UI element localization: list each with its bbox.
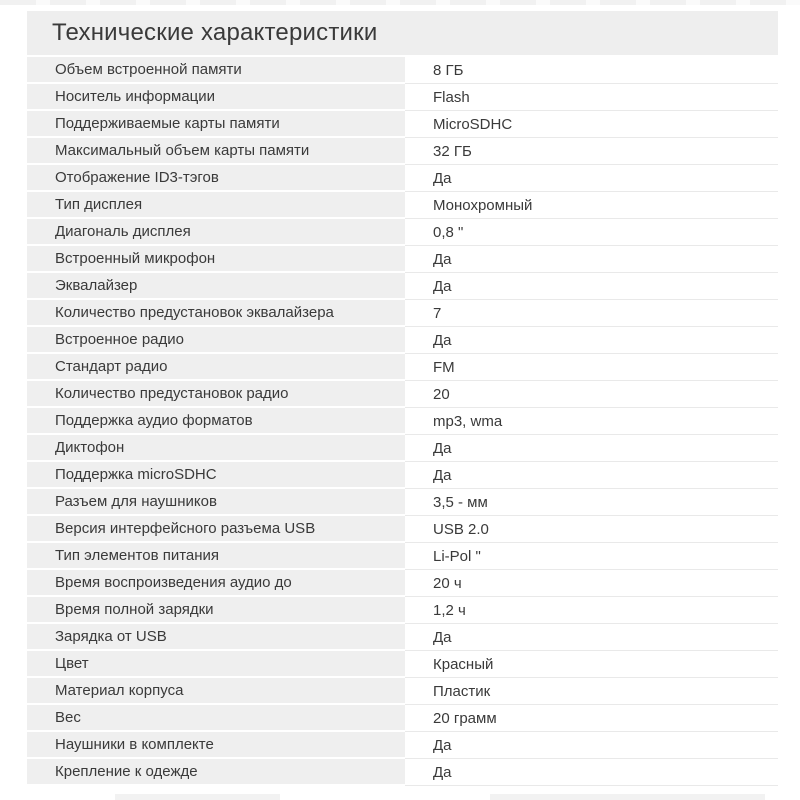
spec-value: Да (405, 435, 778, 462)
specs-title-block (27, 11, 778, 55)
spec-value: 32 ГБ (405, 138, 778, 165)
spec-row (27, 597, 778, 624)
cropped-segment (490, 794, 765, 800)
spec-value: 3,5 - мм (405, 489, 778, 516)
spec-value: Li-Pol " (405, 543, 778, 570)
spec-row (27, 165, 778, 192)
cropped-content-strip-bottom (0, 794, 800, 800)
spec-row (27, 246, 778, 273)
spec-row (27, 381, 778, 408)
spec-label: Поддерживаемые карты памяти (27, 111, 405, 138)
spec-label: Встроенный микрофон (27, 246, 405, 273)
spec-label: Версия интерфейсного разъема USB (27, 516, 405, 543)
spec-label: Время полной зарядки (27, 597, 405, 624)
spec-label: Диктофон (27, 435, 405, 462)
spec-row (27, 759, 778, 786)
spec-row (27, 273, 778, 300)
spec-label: Встроенное радио (27, 327, 405, 354)
spec-label: Эквалайзер (27, 273, 405, 300)
spec-label: Стандарт радио (27, 354, 405, 381)
spec-value: 1,2 ч (405, 597, 778, 624)
spec-value: 7 (405, 300, 778, 327)
spec-row (27, 192, 778, 219)
spec-row (27, 354, 778, 381)
spec-row (27, 732, 778, 759)
spec-row (27, 570, 778, 597)
spec-value: mp3, wma (405, 408, 778, 435)
spec-row (27, 327, 778, 354)
spec-row (27, 111, 778, 138)
spec-value: Монохромный (405, 192, 778, 219)
spec-label: Максимальный объем карты памяти (27, 138, 405, 165)
spec-row (27, 462, 778, 489)
spec-label: Поддержка аудио форматов (27, 408, 405, 435)
spec-row (27, 489, 778, 516)
spec-value: 0,8 " (405, 219, 778, 246)
spec-label: Количество предустановок радио (27, 381, 405, 408)
spec-label: Разъем для наушников (27, 489, 405, 516)
spec-value: Да (405, 624, 778, 651)
spec-row (27, 435, 778, 462)
cropped-segment (115, 794, 280, 800)
spec-value: Пластик (405, 678, 778, 705)
spec-label: Отображение ID3-тэгов (27, 165, 405, 192)
specs-section (27, 11, 778, 786)
spec-value: FM (405, 354, 778, 381)
spec-value: Да (405, 165, 778, 192)
spec-value: Flash (405, 84, 778, 111)
spec-label: Цвет (27, 651, 405, 678)
spec-value: 8 ГБ (405, 57, 778, 84)
spec-row (27, 219, 778, 246)
spec-value: Да (405, 732, 778, 759)
spec-value: Да (405, 327, 778, 354)
spec-label: Время воспроизведения аудио до (27, 570, 405, 597)
spec-row (27, 408, 778, 435)
spec-label: Зарядка от USB (27, 624, 405, 651)
spec-row (27, 624, 778, 651)
spec-value: Да (405, 462, 778, 489)
spec-row (27, 84, 778, 111)
spec-label: Вес (27, 705, 405, 732)
spec-label: Объем встроенной памяти (27, 57, 405, 84)
cropped-content-strip-top (0, 0, 800, 5)
spec-label: Поддержка microSDHC (27, 462, 405, 489)
spec-value: 20 (405, 381, 778, 408)
spec-value: Да (405, 246, 778, 273)
spec-row (27, 138, 778, 165)
spec-label: Крепление к одежде (27, 759, 405, 786)
spec-value: 20 грамм (405, 705, 778, 732)
specs-table (27, 57, 778, 786)
spec-value: MicroSDHC (405, 111, 778, 138)
spec-row (27, 651, 778, 678)
spec-value: Да (405, 273, 778, 300)
spec-row (27, 678, 778, 705)
spec-value: USB 2.0 (405, 516, 778, 543)
spec-label: Тип дисплея (27, 192, 405, 219)
spec-row (27, 543, 778, 570)
spec-row (27, 300, 778, 327)
spec-value: Красный (405, 651, 778, 678)
spec-label: Диагональ дисплея (27, 219, 405, 246)
spec-row (27, 57, 778, 84)
spec-value: 20 ч (405, 570, 778, 597)
spec-label: Тип элементов питания (27, 543, 405, 570)
spec-label: Носитель информации (27, 84, 405, 111)
spec-row (27, 705, 778, 732)
spec-label: Количество предустановок эквалайзера (27, 300, 405, 327)
spec-label: Наушники в комплекте (27, 732, 405, 759)
spec-value: Да (405, 759, 778, 786)
spec-label: Материал корпуса (27, 678, 405, 705)
section-title: Технические характеристики (52, 19, 378, 46)
spec-row (27, 516, 778, 543)
